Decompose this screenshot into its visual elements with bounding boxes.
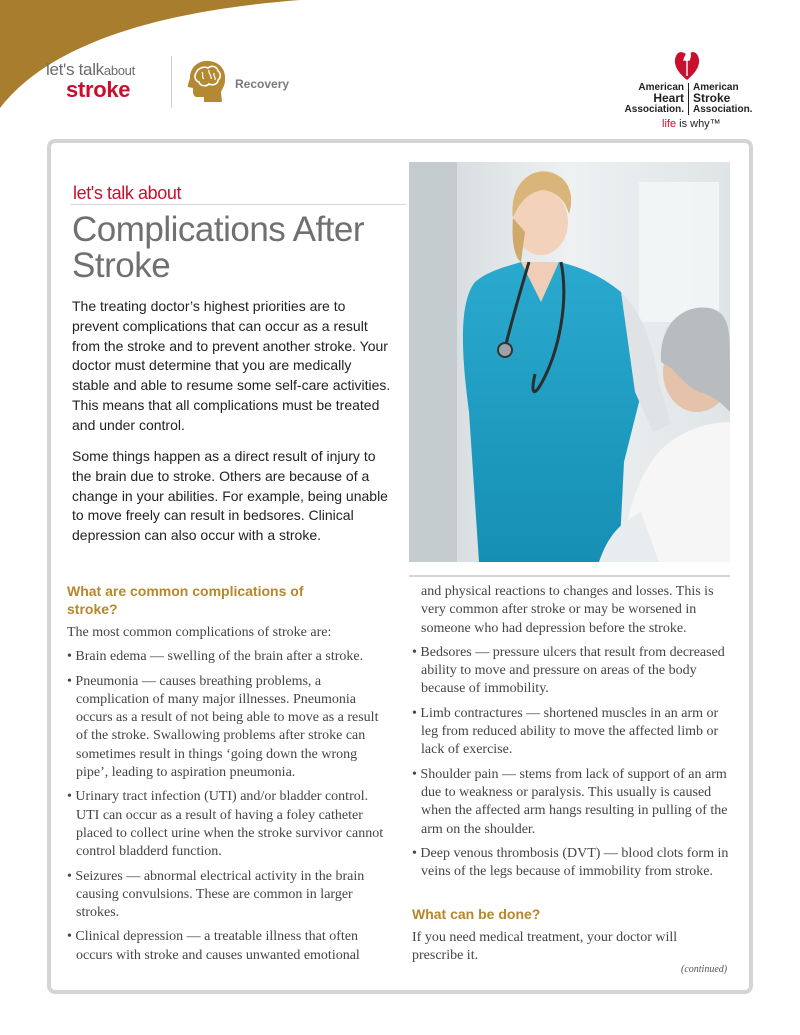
list-item: • Clinical depression — a treatable illness that often occurs with stroke and causes unwanted emotional xyxy=(67,929,360,963)
section-label: Recovery xyxy=(235,77,290,91)
page-header xyxy=(0,0,800,140)
list-item: • Limb contractures — shortened muscles in an arm or leg from reduced ability to move the affected limb or lack of exercise. xyxy=(412,705,719,758)
aha-wordmark: American Heart Association. xyxy=(624,82,684,115)
done-text: If you need medical treatment, your doctor will prescribe it. xyxy=(412,930,678,964)
list-item: • Urinary tract infection (UTI) and/or bladder control. UTI can occur as a result of having a foley catheter placed to collect urine when the stroke survivor cannot control bladderd function. xyxy=(67,789,384,860)
section-heading-what-can-be-done: What can be done? xyxy=(412,906,541,922)
list-item: • Pneumonia — causes breathing problems, a complication of many major illnesses. Pneumonia occurs as a result of not being able to move as a result of the stroke. Swallowing problems after stroke can sometimes result in things ‘going down the wrong pipe’, leading to aspiration pneumonia. xyxy=(67,673,379,781)
list-item: • Seizures — abnormal electrical activity in the brain causing convulsions. These are common in larger strokes. xyxy=(67,868,365,921)
left-column xyxy=(67,624,390,971)
section-heading-common-complications: What are common complications of stroke? xyxy=(67,583,304,617)
list-item: • Brain edema — swelling of the brain after a stroke. xyxy=(67,649,364,665)
lead-text: The most common complications of stroke are: xyxy=(67,625,332,640)
logo-lets-talk: let's talkabout xyxy=(46,60,135,79)
aha-asa-logo xyxy=(620,46,760,136)
list-item: • Shoulder pain — stems from lack of support of an arm due to weakness or paralysis. This usually is caused when the affected arm hangs resulting in pulling of the arm on the shoulder. xyxy=(412,766,728,837)
asa-wordmark: American Stroke Association. xyxy=(693,82,753,115)
section-rule xyxy=(409,575,730,577)
list-item: • Bedsores — pressure ulcers that result from decreased ability to move and pressure on areas of the body because of immobility. xyxy=(412,644,725,697)
aha-tagline: life is why™ xyxy=(662,118,721,130)
continuation-text: and physical reactions to changes and losses. This is very common after stroke or may be worsened in someone who had depression before the stroke. xyxy=(421,584,714,636)
page-title: Complications After Stroke xyxy=(72,210,365,285)
right-column xyxy=(412,583,735,887)
list-item: • Deep venous thrombosis (DVT) — blood clots form in veins of the legs because of immobility from stroke. xyxy=(412,845,729,880)
logo-divider xyxy=(171,56,172,108)
brain-head-icon xyxy=(184,58,228,104)
continued-note: (continued) xyxy=(681,964,728,975)
kicker: let's talk about xyxy=(73,183,182,203)
intro-paragraph: The treating doctor’s highest priorities are to prevent complications that can occur as a result from the stroke and to prevent another stroke. Your doctor must determine that you are medically stable and able to resume some self-care activities. This means that all complications must be treated and under control. xyxy=(72,298,391,433)
torch-heart-icon xyxy=(672,46,702,82)
intro-paragraph: Some things happen as a direct result of injury to the brain due to stroke. Others are because of a change in your abilities. For example, being unable to move freely can result in bedsores. Clinical depression can also occur with a stroke. xyxy=(72,448,388,544)
hero-photo xyxy=(409,162,730,562)
aha-divider xyxy=(688,83,689,115)
kicker-rule xyxy=(70,204,406,205)
logo-stroke: stroke xyxy=(66,77,131,102)
